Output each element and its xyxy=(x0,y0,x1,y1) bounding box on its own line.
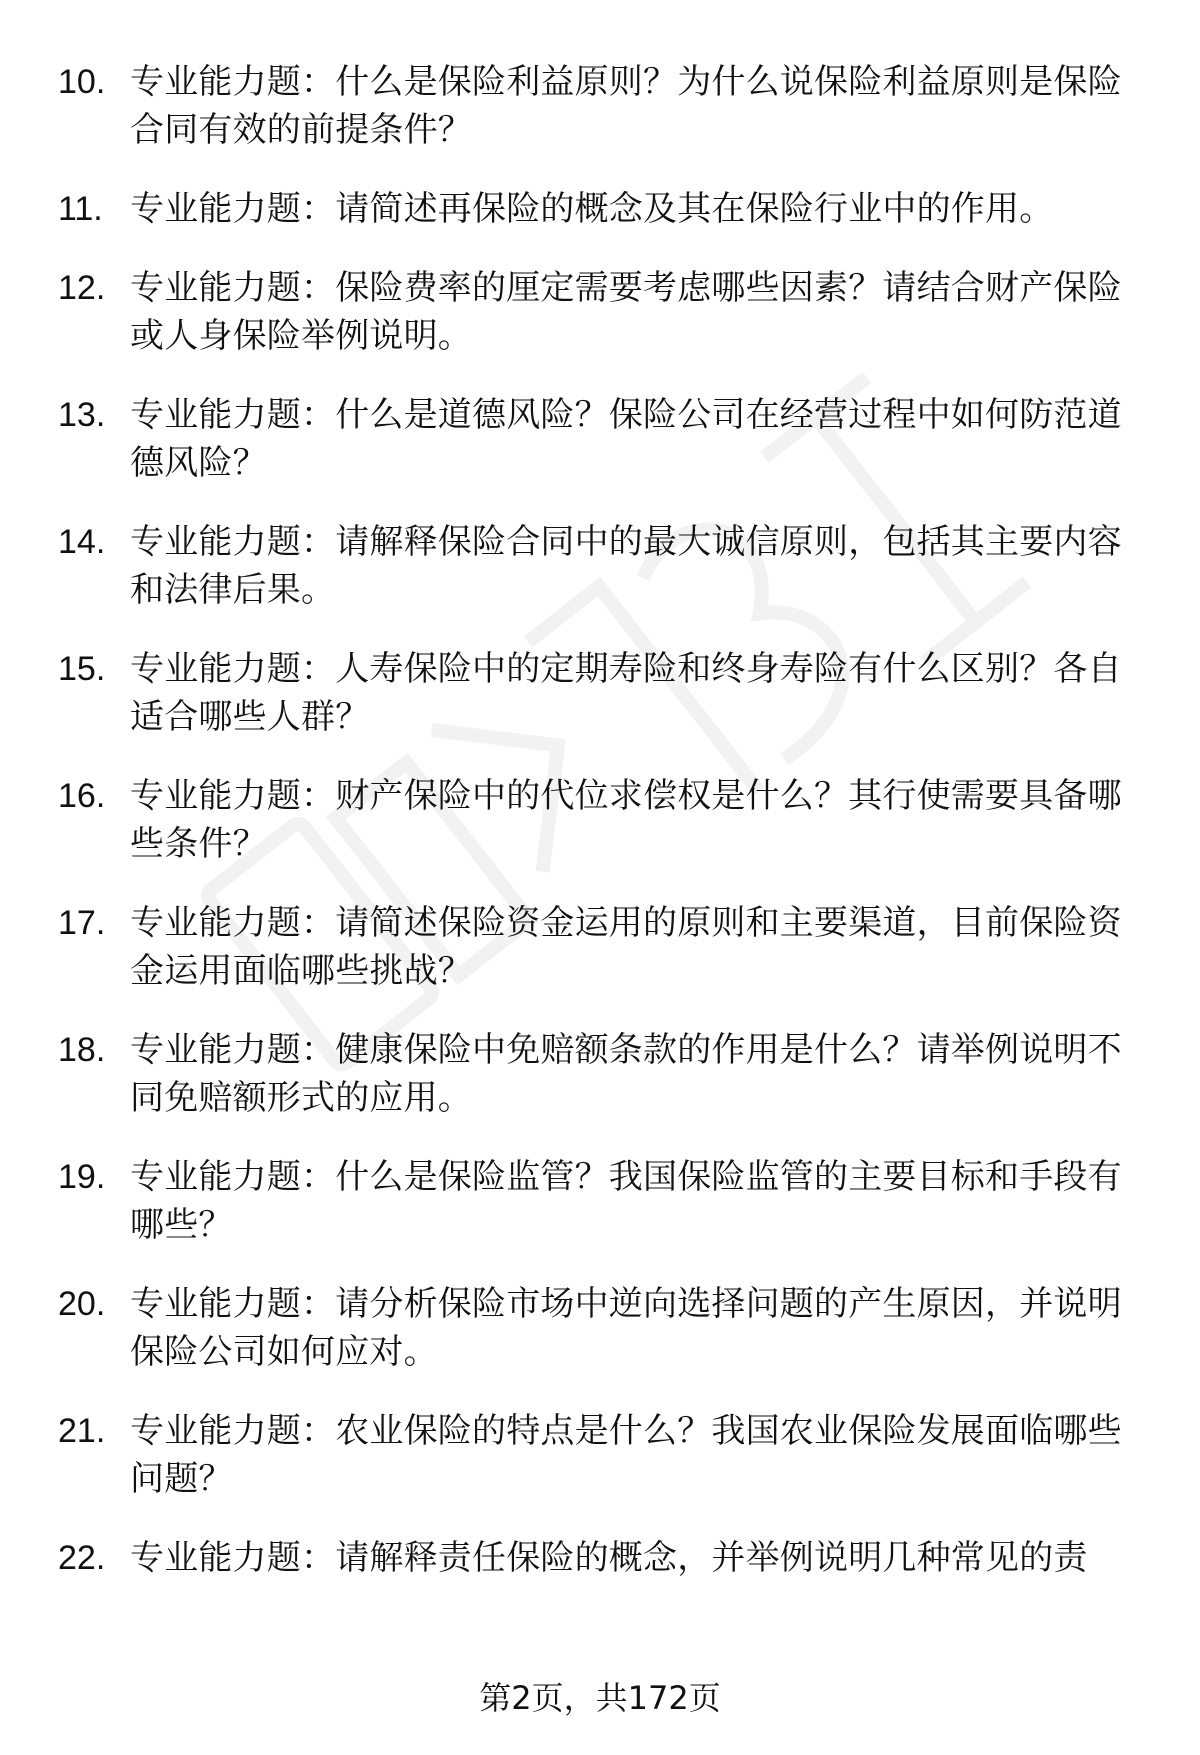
question-number: 22. xyxy=(58,1539,106,1577)
question-number: 12. xyxy=(58,269,106,307)
question-number: 19. xyxy=(58,1158,106,1196)
question-text: 专业能力题：请解释责任保险的概念，并举例说明几种常见的责 xyxy=(130,1538,1088,1578)
question-number: 17. xyxy=(58,904,106,942)
question-text: 专业能力题：什么是保险监管？我国保险监管的主要目标和手段有哪些？ xyxy=(130,1157,1122,1245)
question-number: 18. xyxy=(58,1031,106,1069)
question-item-12 xyxy=(0,264,1200,360)
question-number: 11. xyxy=(58,190,103,228)
question-item-20 xyxy=(0,1280,1200,1376)
question-number: 16. xyxy=(58,777,106,815)
question-item-11 xyxy=(0,185,1200,233)
question-text: 专业能力题：保险费率的厘定需要考虑哪些因素？请结合财产保险或人身保险举例说明。 xyxy=(130,268,1122,356)
question-number: 15. xyxy=(58,650,106,688)
question-item-18 xyxy=(0,1026,1200,1122)
question-item-19 xyxy=(0,1153,1200,1249)
question-text: 专业能力题：请分析保险市场中逆向选择问题的产生原因，并说明保险公司如何应对。 xyxy=(130,1284,1122,1372)
question-text: 专业能力题：财产保险中的代位求偿权是什么？其行使需要具备哪些条件？ xyxy=(130,776,1122,864)
question-text: 专业能力题：人寿保险中的定期寿险和终身寿险有什么区别？各自适合哪些人群？ xyxy=(130,649,1122,737)
question-text: 专业能力题：请简述再保险的概念及其在保险行业中的作用。 xyxy=(130,189,1054,229)
question-number: 13. xyxy=(58,396,106,434)
question-text: 专业能力题：农业保险的特点是什么？我国农业保险发展面临哪些问题？ xyxy=(130,1411,1122,1499)
question-item-14 xyxy=(0,518,1200,614)
question-text: 专业能力题：请简述保险资金运用的原则和主要渠道，目前保险资金运用面临哪些挑战？ xyxy=(130,903,1122,991)
question-number: 14. xyxy=(58,523,106,561)
question-text: 专业能力题：健康保险中免赔额条款的作用是什么？请举例说明不同免赔额形式的应用。 xyxy=(130,1030,1122,1118)
question-item-15 xyxy=(0,645,1200,741)
question-number: 21. xyxy=(58,1412,106,1450)
page-footer: 第2页，共172页 xyxy=(479,1679,721,1717)
question-item-21 xyxy=(0,1407,1200,1503)
question-number: 20. xyxy=(58,1285,106,1323)
question-item-22 xyxy=(0,1534,1200,1582)
question-item-10 xyxy=(0,58,1200,154)
question-item-16 xyxy=(0,772,1200,868)
question-text: 专业能力题：请解释保险合同中的最大诚信原则，包括其主要内容和法律后果。 xyxy=(130,522,1122,610)
question-item-17 xyxy=(0,899,1200,995)
question-number: 10. xyxy=(58,63,106,101)
question-item-13 xyxy=(0,391,1200,487)
question-list xyxy=(0,58,1200,1613)
question-text: 专业能力题：什么是道德风险？保险公司在经营过程中如何防范道德风险？ xyxy=(130,395,1122,483)
question-text: 专业能力题：什么是保险利益原则？为什么说保险利益原则是保险合同有效的前提条件？ xyxy=(130,62,1122,150)
